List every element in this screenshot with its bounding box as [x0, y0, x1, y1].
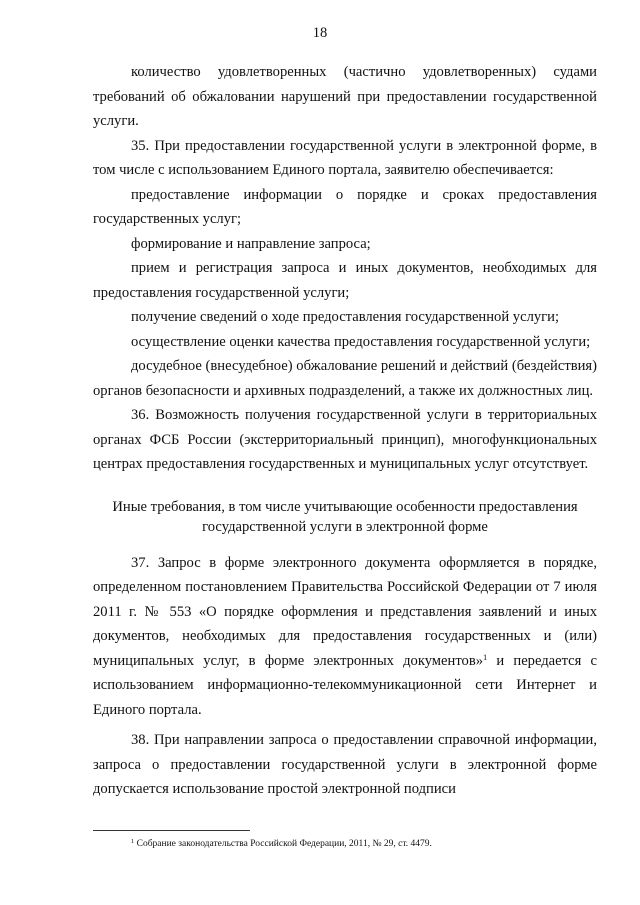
list-item-appeal: досудебное (внесудебное) обжалование решений и действий (бездействия) органов безопасности и архивных подразделений, а также их должностных лиц. [93, 358, 597, 399]
list-item-request-registration: прием и регистрация запроса и иных документов, необходимых для предоставления государственной услуги; [93, 260, 597, 301]
document-body [93, 60, 597, 802]
footnote-reference: 1 [483, 651, 488, 662]
paragraph-36: 36. Возможность получения государственной услуги в территориальных органах ФСБ России (экстерриториальный принцип), многофункциональных центрах предоставления государственных и муниципальных услуг отсутствует. [93, 407, 597, 472]
footnote-marker: 1 [131, 838, 135, 845]
footnote-divider [93, 830, 250, 831]
paragraph-37 [93, 551, 597, 723]
list-item-status-info: получение сведений о ходе предоставления государственной услуги; [131, 309, 560, 325]
footnote-text: Собрание законодательства Российской Федерации, 2011, № 29, ст. 4479. [134, 839, 432, 849]
page-number: 18 [312, 25, 328, 41]
paragraph-continuation: количество удовлетворенных (частично удовлетворенных) судами требований об обжаловании нарушений при предоставлении государственной услуги. [93, 64, 597, 129]
list-item-information: предоставление информации о порядке и сроках предоставления государственных услуг; [93, 186, 597, 227]
paragraph-35: 35. При предоставлении государственной услуги в электронной форме, в том числе с использованием Единого портала, заявителю обеспечивается: [93, 137, 597, 178]
list-item-quality-assessment: осуществление оценки качества предоставления государственной услуги; [131, 333, 591, 350]
section-heading: Иные требования, в том числе учитывающие особенности предоставления государственной услуги в электронной форме [112, 498, 578, 535]
paragraph-37-part2: и передается с использованием информационно-телекоммуникационной сети Интернет и Единого портала. [93, 652, 598, 718]
footnote [131, 838, 601, 850]
list-item-request-forming: формирование и направление запроса; [131, 235, 371, 252]
paragraph-38: 38. При направлении запроса о предоставлении справочной информации, запроса о предоставлении государственной услуги в электронной форме допускается использование простой электронной подписи [93, 732, 597, 797]
paragraph-37-part1: 37. Запрос в форме электронного документа оформляется в порядке, определенном постановлением Правительства Российской Федерации от 7 июля 2011 г. № 553 «О порядке оформления и представления заявлений и иных документов, необходимых для предоставления государственных и (или) муниципальных услуг, в форме электронных документов» [93, 554, 597, 669]
